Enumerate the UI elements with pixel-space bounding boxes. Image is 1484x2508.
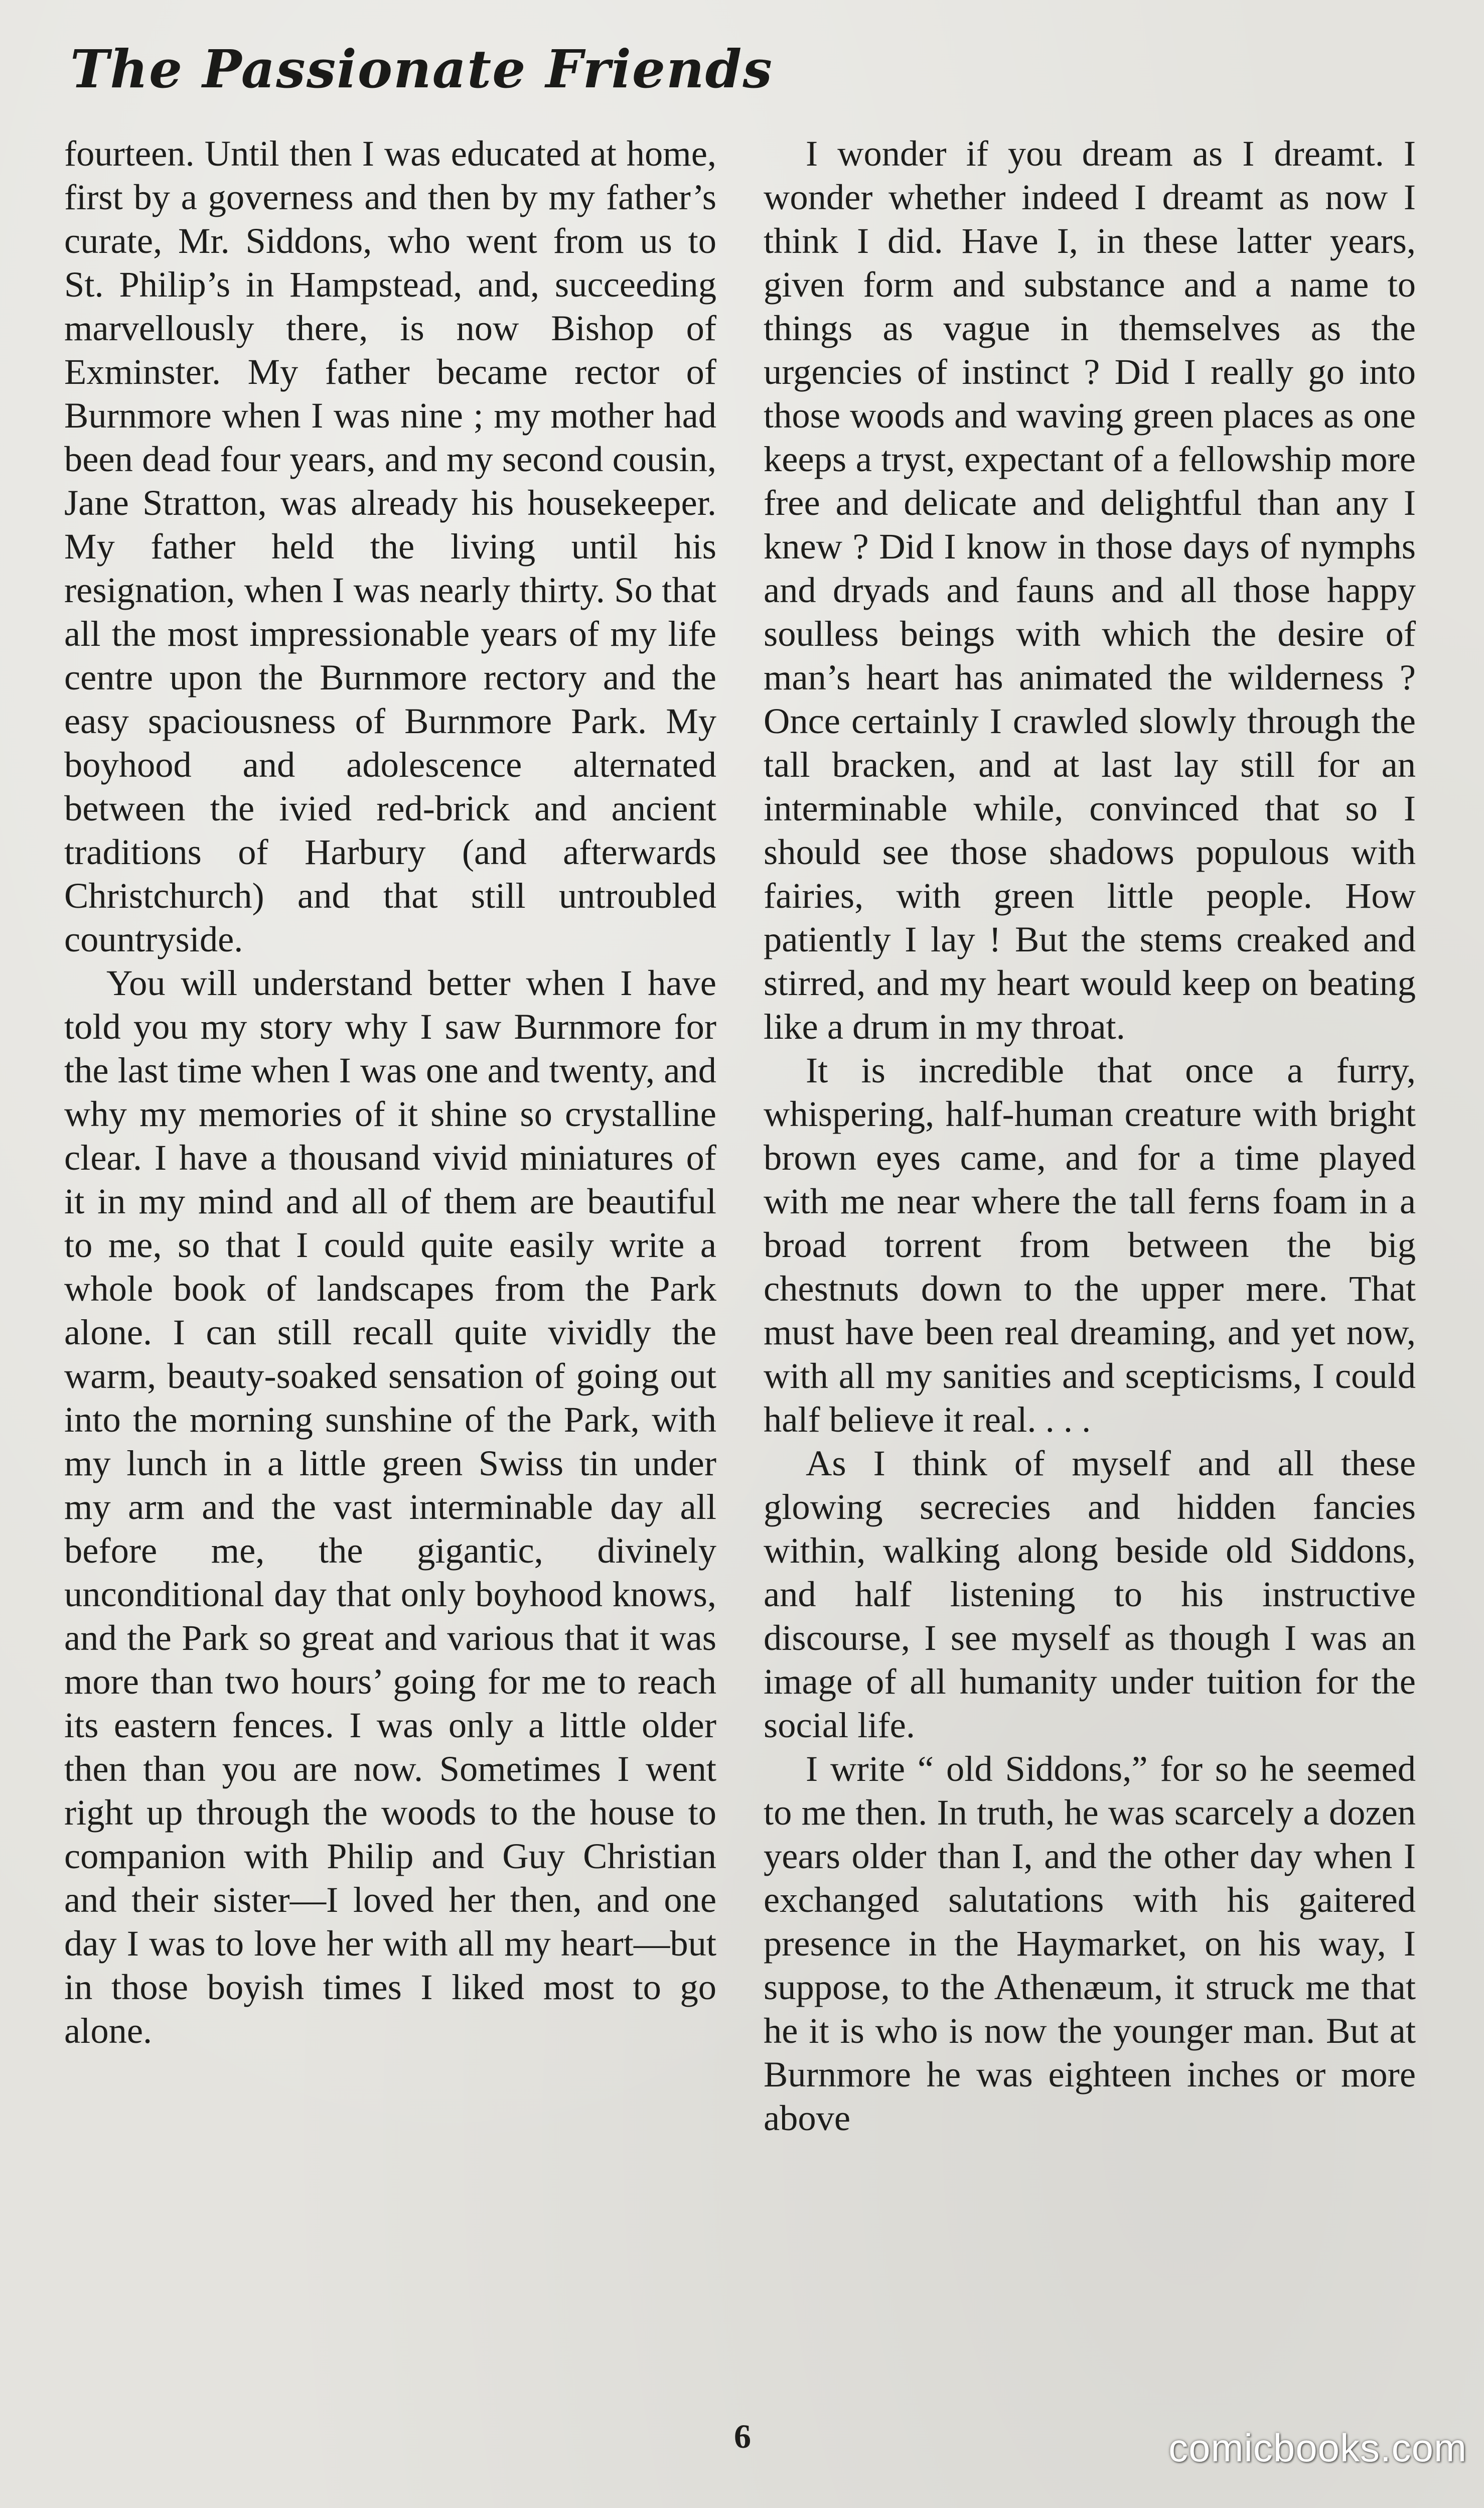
paragraph: fourteen. Until then I was educated at home, first by a governess and then by my father’s curate, Mr. Siddons, who went from us to St. Philip’s in Hampstead, and, succeeding marvellously there, is now Bishop of Exminster. My father became rector of Burnmore when I was nine ; my mother had been dead four years, and my second cousin, Jane Stratton, was already his housekeeper. My father held the living until his resignation, when I was nearly thirty. So that all the most impressionable years of my life centre upon the Burnmore rectory and the easy spaciousness of Burnmore Park. My boyhood and adolescence alternated between the ivied red-brick and ancient traditions of Harbury (and afterwards Christchurch) and that still untroubled countryside. [64, 133, 716, 959]
paragraph: You will understand better when I have told you my story why I saw Burnmore for the last time when I was one and twenty, and why my memories of it shine so crystalline clear. I have a thousand vivid miniatures of it in my mind and all of them are beautiful to me, so that I could quite easily write a whole book of landscapes from the Park alone. I can still recall quite vividly the warm, beauty-soaked sensation of going out into the morning sunshine of the Park, with my lunch in a little green Swiss tin under my arm and the vast interminable day all before me, the gigantic, divinely unconditional day that only boyhood knows, and the Park so great and various that it was more than two hours’ going for me to reach its eastern fences. I was only a little older then than you are now. Sometimes I went right up through the woods to the house to companion with Philip and Guy Christian and their sister—I loved her then, and one day I was to love her with all my heart—but in those boyish times I liked most to go alone. [64, 962, 716, 2051]
running-head-title: The Passionate Friends [70, 38, 773, 100]
left-text-column [64, 131, 716, 2052]
right-text-column [764, 131, 1416, 2140]
paragraph: I write “ old Siddons,” for so he seemed to me then. In truth, he was scarcely a dozen years older than I, and the other day when I exchanged salutations with his gaitered presence in the Haymarket, on his way, I suppose, to the Athenæum, it struck me that he it is who is now the younger man. But at Burnmore he was eighteen inches or more above [764, 1748, 1416, 2138]
paragraph: As I think of myself and all these glowing secrecies and hidden fancies within, walking along beside old Siddons, and half listening to his instructive discourse, I see myself as though I was an image of all humanity under tuition for the social life. [764, 1443, 1416, 1745]
paragraph: It is incredible that once a furry, whispering, half-human creature with bright brown eyes came, and for a time played with me near where the tall ferns foam in a broad torrent from between the big chestnuts down to the upper mere. That must have been real dreaming, and yet now, with all my sanities and scepticisms, I could half believe it real. . . . [764, 1050, 1416, 1440]
page-number: 6 [734, 2417, 751, 2455]
paragraph: I wonder if you dream as I dreamt. I wonder whether indeed I dreamt as now I think I did. Have I, in these latter years, given form and substance and a name to things as vague in themselves as the urgencies of instinct ? Did I really go into those woods and waving green places as one keeps a tryst, expectant of a fellowship more free and delicate and delightful than any I knew ? Did I know in those days of nymphs and dryads and fauns and all those happy soulless beings with which the desire of man’s heart has animated the wilderness ? Once certainly I crawled slowly through the tall bracken, and at last lay still for an interminable while, convinced that so I should see those shadows populous with fairies, with green little people. How patiently I lay ! But the stems creaked and stirred, and my heart would keep on beating like a drum in my throat. [764, 133, 1416, 1047]
site-watermark: comicbooks.com [1168, 2426, 1467, 2470]
